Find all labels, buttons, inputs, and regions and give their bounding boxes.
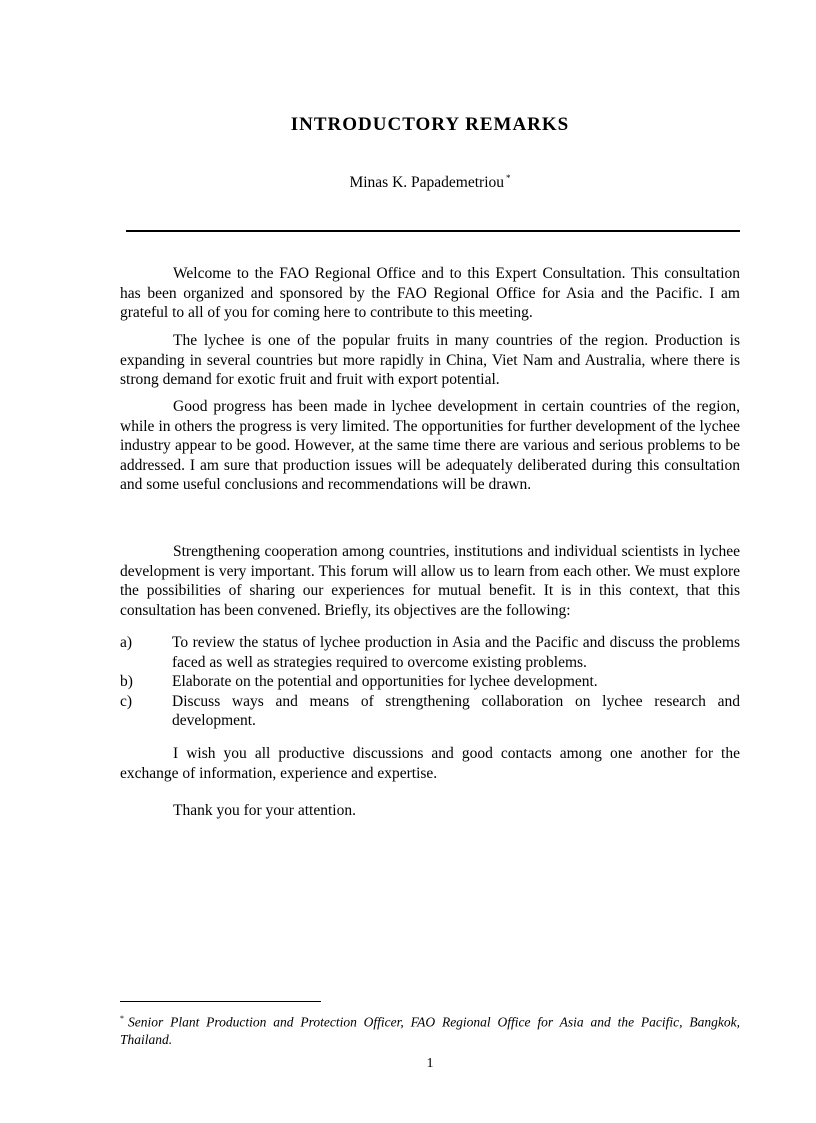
paragraph-4: Strengthening cooperation among countries, institutions and individual scientists in lychee development is very important. This forum will allow us to learn from each other. We must explore the possibilities of sharing our experiences for mutual benefit. It is in this context, that this consultation has been convened. Briefly, its objectives are the following: (120, 543, 740, 619)
footnote-divider (120, 1001, 321, 1002)
list-item (120, 692, 740, 731)
page-title: INTRODUCTORY REMARKS (290, 114, 570, 135)
list-item-text: Discuss ways and means of strengthening collaboration on lychee research and development. (172, 692, 740, 729)
list-item (120, 633, 740, 672)
list-item-text: Elaborate on the potential and opportunities for lychee development. (172, 673, 598, 690)
list-marker: c) (120, 692, 133, 710)
author-footnote-mark: * (506, 173, 511, 183)
footnote (120, 1010, 740, 1048)
paragraph-5: I wish you all productive discussions and good contacts among one another for the exchange of information, experience and expertise. (120, 745, 740, 782)
author-line (0, 173, 816, 192)
title-divider (126, 230, 740, 232)
page-number: 1 (426, 1056, 434, 1071)
list-marker: a) (120, 634, 133, 651)
list-item-text: To review the status of lychee production in Asia and the Pacific and discuss the problems faced as well as strategies required to overcome existing problems. (172, 634, 740, 671)
author-name: Minas K. Papademetriou (349, 174, 505, 192)
paragraph-3: Good progress has been made in lychee development in certain countries of the region, while in others the progress is very limited. The opportunities for further development of the lychee industry appear to be good. However, at the same time there are various and serious problems to be addressed. I am sure that production issues will be adequately deliberated during this consultation and some useful conclusions and recommendations will be drawn. (120, 398, 740, 493)
list-item (120, 672, 740, 692)
paragraph-2: The lychee is one of the popular fruits in many countries of the region. Production is expanding in several countries but more rapidly in China, Viet Nam and Australia, where there is strong demand for exotic fruit and fruit with export potential. (120, 332, 740, 388)
paragraph-6: Thank you for your attention. (173, 802, 356, 819)
footnote-text: Senior Plant Production and Protection Officer, FAO Regional Office for Asia and the Pacific, Bangkok, Thailand. (120, 1014, 740, 1047)
footnote-mark: * (120, 1014, 124, 1023)
paragraph-1: Welcome to the FAO Regional Office and to this Expert Consultation. This consultation has been organized and sponsored by the FAO Regional Office for Asia and the Pacific. I am grateful to all of you for coming here to contribute to this meeting. (120, 265, 740, 321)
list-marker: b) (120, 673, 133, 690)
objectives-list (120, 633, 740, 731)
